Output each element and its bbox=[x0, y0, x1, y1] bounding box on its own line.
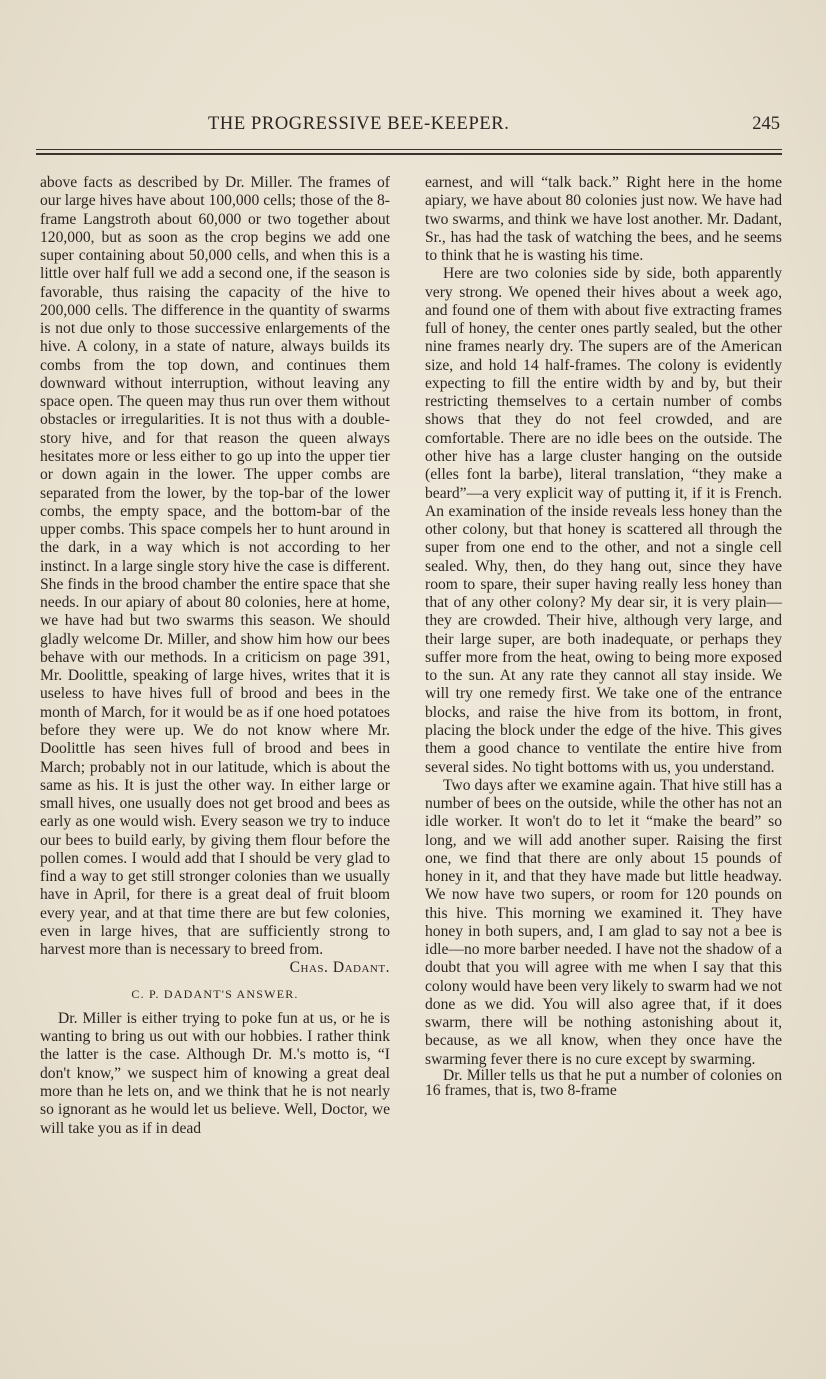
signature: Chas. Dadant. bbox=[289, 959, 390, 977]
left-paragraph-2: Dr. Miller is either trying to poke fun at us, or he is wanting to bring us out with our hobbies. I rather think the latter is the case. Although Dr. M.'s motto is, “I don't know,” we suspect him of knowing a great deal more than he lets on, and we think that he is not nearly so ignorant as he would let us believe. Well, Doctor, we will take you as if in dead bbox=[40, 1009, 390, 1137]
right-paragraph-4: Dr. Miller tells us that he put a number of colonies on 16 frames, that is, two 8-frame bbox=[425, 1067, 782, 1099]
left-column bbox=[40, 174, 390, 1138]
left-paragraph-1: above facts as described by Dr. Miller. The frames of our large hives have about 100,000 cells; those of the 8-frame Langstroth about 60,000 or two together about 120,000, but as soon as the crop begins we add one super containing about 50,000 cells, and when this is a little over half full we add a second one, if the season is favorable, thus raising the capacity of the hive to 200,000 cells. The difference in the quantity of swarms is not due only to those successive enlargements of the hive. A colony, in a state of nature, always builds its combs from the top down, and continues them downward without interruption, without leaving any space open. The queen may thus run over them without obstacles or irregularities. It is not thus with a double-story hive, and for that reason the queen always hesitates more or less either to go up into the upper tier or down again in the lower. The upper combs are separated from the lower, by the top-bar of the lower combs, the empty space, and the bottom-bar of the upper combs. This space compels her to hunt around in the dark, in a way which is not according to her instinct. In a large single story hive the case is different. She finds in the brood chamber the entire space that she needs. In our apiary of about 80 colonies, here at home, we have had but two swarms this season. We should gladly welcome Dr. Miller, and show him how our bees behave with our methods. In a criticism on page 391, Mr. Doolittle, speaking of large hives, writes that it is useless to have hives full of brood and bees in the month of March, for it would be as if one hoed potatoes before they were up. We do not know where Mr. Doolittle has seen hives full of brood and bees in March; probably not in our latitude, which is about the same as his. It is just the other way. In either large or small hives, one usually does not get brood and bees as early as one would wish. Every season we try to induce our bees to build early, by giving them flour before the pollen comes. I would add that I should be very glad to find a way to get still stronger colonies than we usually have in April, for there is a great deal of fruit bloom every year, and at that time there are but few colonies, even in large hives, that are sufficiently strong to harvest more than is necessary to breed from. bbox=[40, 174, 390, 959]
section-subheading: C. P. DADANT'S ANSWER. bbox=[131, 986, 299, 1001]
right-column bbox=[425, 174, 782, 1098]
right-paragraph-1: earnest, and will “talk back.” Right here in the home apiary, we have about 80 colonies just now. We have had two swarms, and think we have lost another. Mr. Dadant, Sr., has had the task of watching the bees, and he seems to think that he is wasting his time. bbox=[425, 174, 782, 265]
header-rule-thin bbox=[36, 149, 782, 150]
running-title: THE PROGRESSIVE BEE-KEEPER. bbox=[208, 114, 510, 134]
page-number: 245 bbox=[752, 114, 780, 134]
header-rule-thick bbox=[36, 153, 782, 155]
page-header bbox=[36, 114, 780, 140]
signature-line bbox=[40, 959, 390, 977]
right-paragraph-2: Here are two colonies side by side, both apparently very strong. We opened their hives about a week ago, and found one of them with about five extracting frames full of honey, the center ones partly sealed, but the other nine frames nearly dry. The supers are of the American size, and hold 14 half-frames. The colony is evidently expecting to fill the entire width by and by, but their restricting themselves to a certain number of combs shows that they do not feel crowded, and are comfortable. There are no idle bees on the outside. The other hive has a large cluster hanging on the outside (elles font la barbe), literal translation, “they make a beard”—a very explicit way of putting it, if it is French. An examination of the inside reveals less honey than the other colony, but that honey is scattered all through the super from one end to the other, and not a single cell sealed. Why, then, do they hang out, since they have room to spare, their super having really less honey than that of any other colony? My dear sir, it is very plain—they are crowded. Their hive, although very large, and their large super, are both inadequate, or perhaps they suffer more from the heat, owing to being more exposed to the sun. At any rate they cannot all stay inside. We will try one remedy first. We take one of the entrance blocks, and raise the hive from its bottom, in front, placing the block under the edge of the hive. This gives them a good chance to ventilate the entire hive from several sides. No tight bottoms with us, you understand. bbox=[425, 265, 782, 776]
right-paragraph-3: Two days after we examine again. That hive still has a number of bees on the outside, while the other has not an idle worker. It won't do to let it “make the beard” so long, and we will add another super. Raising the first one, we find that there are only about 15 pounds of honey in it, and that they have made but little headway. We now have two supers, or room for 120 pounds on this hive. This morning we examined it. They have honey in both supers, and, I am glad to say not a bee is idle—no more barber needed. I have not the shadow of a doubt that you will agree with me when I say that this colony would have been very likely to swarm had we not done as we did. You will also agree that, if it does swarm, there will be nothing astonishing about it, because, as we all know, when they once have the swarming fever there is no cure except by swarming. bbox=[425, 776, 782, 1068]
